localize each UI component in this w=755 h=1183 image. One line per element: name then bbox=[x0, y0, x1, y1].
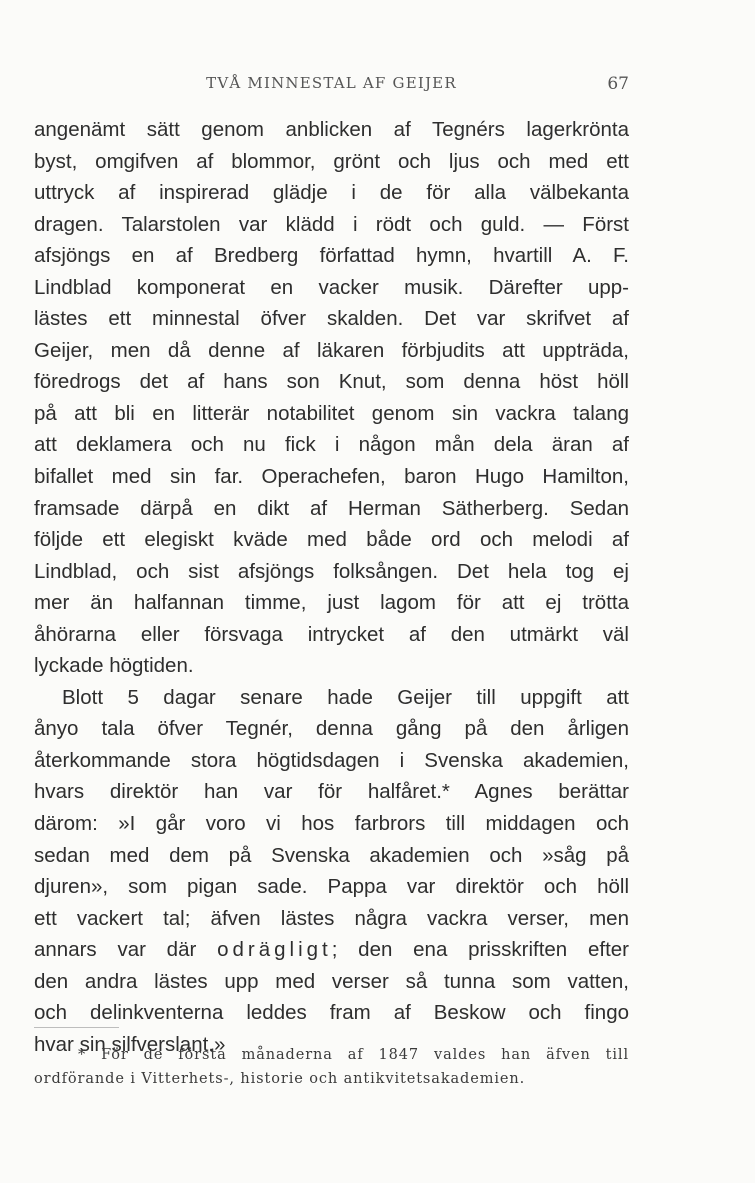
page-number: 67 bbox=[607, 74, 629, 94]
text-line: lästes ett minnestal öfver skalden. Det var skrifvet af bbox=[34, 307, 629, 331]
text-line: Geijer, men då denne af läkaren förbjudits att uppträda, bbox=[34, 338, 629, 362]
text-line: därom: »I går voro vi hos farbrors till middagen och bbox=[34, 812, 629, 836]
text-line: bifallet med sin far. Operachefen, baron Hugo Hamilton, bbox=[34, 465, 629, 489]
text-line: ånyo tala öfver Tegnér, denna gång på den årligen bbox=[34, 717, 629, 741]
text-line: Lindblad komponerat en vacker musik. Därefter upp- bbox=[34, 275, 629, 299]
text-line: Lindblad, och sist afsjöngs folksången. Det hela tog ej bbox=[34, 559, 629, 583]
emphasized-word: odrägligt bbox=[217, 938, 332, 962]
footnote-line: ordförande i Vitterhets-, historie och antikvitetsakademien. bbox=[34, 1071, 526, 1087]
text-line: följde ett elegiskt kväde med både ord och melodi af bbox=[34, 528, 629, 552]
text-line: byst, omgifven af blommor, grönt och ljus och med ett bbox=[34, 149, 629, 173]
text-line: föredrogs det af hans son Knut, som denna höst höll bbox=[34, 370, 629, 394]
text-segment: annars var där bbox=[34, 938, 197, 962]
text-line: framsade därpå en dikt af Herman Sätherberg. Sedan bbox=[34, 496, 629, 520]
running-head bbox=[34, 74, 629, 96]
body-text bbox=[34, 114, 629, 1060]
text-line: och delinkventerna leddes fram af Beskow och fingo bbox=[34, 1001, 629, 1025]
text-line: uttryck af inspirerad glädje i de för alla välbekanta bbox=[34, 181, 629, 205]
text-line-spaced-word bbox=[34, 934, 629, 966]
text-line: dragen. Talarstolen var klädd i rödt och guld. — Först bbox=[34, 212, 629, 236]
text-line: sedan med dem på Svenska akademien och »såg på bbox=[34, 843, 629, 867]
paragraph-end-line: hvar sin silfverslant.» bbox=[34, 1032, 226, 1056]
text-line: på att bli en litterär notabilitet genom sin vackra talang bbox=[34, 401, 629, 425]
text-line: att deklamera och nu fick i någon mån dela äran af bbox=[34, 433, 629, 457]
paragraph-start-line: Blott 5 dagar senare hade Geijer till uppgift att bbox=[62, 685, 629, 709]
text-line: återkommande stora högtidsdagen i Svenska akademien, bbox=[34, 748, 629, 772]
text-line: den andra lästes upp med verser så tunna som vatten, bbox=[34, 969, 629, 993]
paragraph-end-line: lyckade högtiden. bbox=[34, 654, 194, 678]
text-line: åhörarna eller försvaga intrycket af den utmärkt väl bbox=[34, 622, 629, 646]
footnote-line: * För de första månaderna af 1847 valdes han äfven till bbox=[78, 1047, 629, 1063]
text-line: ett vackert tal; äfven lästes några vackra verser, men bbox=[34, 906, 629, 930]
text-line: mer än halfannan timme, just lagom för att ej trötta bbox=[34, 591, 629, 615]
text-line: djuren», som pigan sade. Pappa var direktör och höll bbox=[34, 875, 629, 899]
text-segment: ; den ena prisskriften efter bbox=[331, 938, 629, 962]
running-title: TVÅ MINNESTAL AF GEIJER bbox=[206, 74, 457, 92]
footnote-divider bbox=[34, 1027, 119, 1028]
text-line: angenämt sätt genom anblicken af Tegnérs lagerkrönta bbox=[34, 118, 629, 141]
text-line: hvars direktör han var för halfåret.* Agnes berättar bbox=[34, 780, 629, 804]
footnote bbox=[34, 1043, 629, 1091]
text-line: afsjöngs en af Bredberg författad hymn, hvartill A. F. bbox=[34, 244, 629, 268]
